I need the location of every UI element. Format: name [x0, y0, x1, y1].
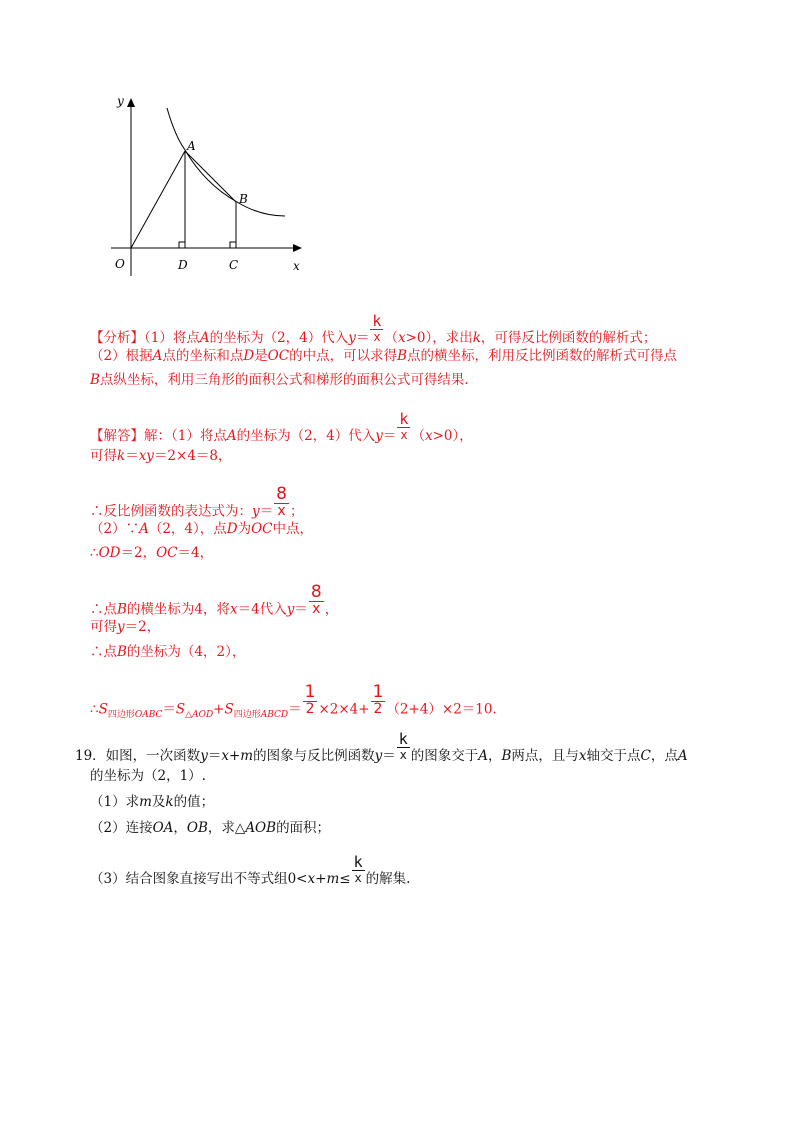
fraction-one-half — [371, 683, 386, 717]
analysis-line-2 — [90, 347, 677, 365]
denominator: x — [399, 748, 407, 762]
text: 轴交于点 — [586, 748, 641, 764]
solution-line-7 — [90, 618, 160, 636]
text: ， — [488, 748, 502, 764]
text: 及 — [151, 794, 166, 810]
var: x — [424, 428, 433, 444]
denominator: x — [400, 428, 408, 442]
label-d: D — [178, 258, 188, 272]
text: （2）根据 — [90, 348, 153, 364]
solution-line-2 — [90, 447, 232, 465]
var: S — [98, 701, 108, 718]
numerator: 8 — [310, 582, 322, 602]
var: x — [578, 748, 587, 764]
text: ，可得反比例函数的解析式； — [480, 330, 657, 346]
var: A — [139, 521, 149, 537]
fraction-k-over-x — [397, 731, 410, 762]
numerator: 8 — [276, 484, 287, 504]
text: ＝ — [294, 601, 308, 618]
var: y — [117, 619, 125, 635]
text: 的坐标为（4，2）， — [126, 644, 246, 660]
denominator: x — [373, 330, 381, 344]
numerator: k — [353, 853, 363, 871]
var: A — [478, 748, 488, 764]
solution-line-5 — [90, 544, 213, 562]
text: （2）连接 — [90, 820, 153, 836]
subscript: 四边形 — [107, 710, 135, 721]
var: B — [397, 348, 407, 364]
text: ， — [173, 820, 187, 836]
text: 中点， — [272, 521, 314, 537]
fraction-8-over-x — [309, 583, 324, 617]
var: A — [226, 428, 237, 444]
text: ×2×4+ — [318, 701, 370, 718]
segment-oa — [131, 151, 185, 248]
text: ≤ — [339, 871, 351, 887]
graph-svg — [105, 88, 315, 283]
var: m — [139, 794, 152, 810]
text: 为 — [237, 521, 252, 537]
problem-question-2 — [90, 819, 330, 837]
var: OB — [186, 820, 208, 836]
text: （2+4）×2＝10. — [386, 701, 497, 718]
text: 两点，且与 — [511, 748, 579, 764]
var: x — [230, 601, 238, 618]
text: （1）求 — [90, 794, 140, 810]
text: ∴点 — [90, 601, 117, 618]
var: m — [326, 871, 340, 887]
solution-line-8 — [90, 643, 245, 661]
text: ＝2×4＝8， — [153, 448, 232, 464]
text: ，点 — [650, 748, 678, 764]
text: ＝ — [382, 428, 397, 444]
text: 的横坐标为4，将 — [126, 601, 231, 618]
label-a: A — [187, 139, 196, 153]
text: + — [213, 701, 225, 718]
solution-tag: 【解答】 — [90, 428, 144, 444]
var: y — [252, 503, 260, 520]
var-x: x — [397, 330, 406, 346]
x-axis-arrow — [293, 244, 302, 252]
var: B — [501, 748, 512, 764]
text: + — [228, 748, 241, 764]
text: 解：（1）将点 — [144, 428, 227, 444]
var: x — [221, 748, 229, 764]
text: （ — [384, 330, 398, 346]
analysis-tag: 【分析】 — [90, 330, 144, 346]
function-graph-figure — [105, 88, 315, 283]
var: OC — [251, 521, 273, 537]
var: B — [90, 372, 100, 388]
text: 的坐标为（2，4）代入 — [209, 330, 349, 346]
var: k — [117, 448, 126, 464]
text: （2，4），点 — [148, 521, 227, 537]
text: 点的坐标和点 — [162, 348, 244, 364]
var: y — [200, 748, 208, 764]
text: ＝ — [355, 330, 370, 346]
var: OC — [156, 545, 178, 561]
solution-line-9 — [90, 682, 497, 727]
text: 的中点，可以求得 — [289, 348, 398, 364]
label-y: y — [117, 94, 124, 108]
text: 的面积； — [276, 820, 331, 836]
text: ＝ — [382, 748, 396, 764]
text: ＝ — [162, 701, 176, 718]
text: 可得 — [90, 448, 117, 464]
fraction-k-over-x — [352, 854, 365, 885]
var: k — [165, 794, 174, 810]
text: 的图象交于 — [410, 748, 479, 764]
var: C — [640, 748, 651, 764]
right-angle-c — [230, 242, 236, 248]
text: ＝ — [125, 448, 139, 464]
text: ＝ — [288, 701, 302, 718]
var: D — [226, 521, 238, 537]
text: ＝2， — [124, 619, 161, 635]
subscript: ABCD — [260, 710, 289, 721]
text: ＝4， — [177, 545, 214, 561]
subscript: AOD — [192, 710, 214, 721]
var: OA — [152, 820, 174, 836]
var: y — [375, 428, 383, 444]
var: x — [307, 871, 316, 887]
subscript: OABC — [134, 710, 163, 721]
fraction-k-over-x — [397, 411, 410, 442]
right-angle-d — [179, 242, 185, 248]
numerator: 1 — [372, 682, 384, 702]
var: S — [175, 701, 186, 718]
text: （3）结合图象直接写出不等式组0< — [90, 871, 308, 887]
fraction-k-over-x — [370, 313, 383, 344]
text: ＝4代入 — [237, 601, 287, 618]
problem-question-1 — [90, 793, 214, 811]
label-c: C — [229, 258, 239, 272]
denominator: x — [354, 871, 362, 885]
var: y — [374, 748, 383, 764]
var: OD — [98, 545, 121, 561]
var: y — [286, 601, 295, 618]
segment-ab — [185, 151, 236, 202]
text: 的图象与反比例函数 — [253, 748, 375, 764]
text: ； — [289, 503, 304, 520]
text: >0）， — [432, 428, 473, 444]
fraction-8-over-x — [274, 485, 289, 519]
var-y: y — [348, 330, 356, 346]
text: ∴ — [90, 545, 99, 561]
var: AOB — [245, 820, 277, 836]
text: ，求△ — [207, 820, 246, 836]
var: m — [240, 748, 254, 764]
var: S — [224, 701, 234, 718]
fraction-one-half — [303, 683, 318, 717]
text: （1）将点 — [144, 330, 200, 346]
var: B — [117, 601, 127, 618]
subscript: △ — [185, 710, 193, 721]
var-a: A — [199, 330, 210, 346]
denominator: 2 — [305, 701, 315, 717]
text: 的坐标为（2，1）. — [90, 768, 206, 784]
var: xy — [138, 448, 154, 464]
problem-line-2 — [90, 767, 206, 785]
text: 的坐标为（2，4）代入 — [236, 428, 376, 444]
text: >0），求出 — [405, 330, 473, 346]
solution-line-4 — [90, 520, 313, 538]
var: OC — [267, 348, 290, 364]
text: 点的横坐标，利用反比例函数的解析式可得点 — [407, 348, 677, 364]
var: D — [243, 348, 255, 364]
numerator: k — [399, 410, 409, 428]
subscript: 四边形 — [233, 710, 261, 721]
denominator: 2 — [373, 701, 383, 717]
text: 点纵坐标，利用三角形的面积公式和梯形的面积公式可得结果. — [99, 372, 469, 388]
text: 的值； — [173, 794, 215, 810]
text: ∴ — [90, 701, 99, 718]
denominator: x — [312, 601, 321, 617]
text: ∴点 — [90, 644, 117, 660]
var: A — [677, 748, 688, 764]
text: ＝2， — [120, 545, 157, 561]
var: B — [117, 644, 127, 660]
text: ＝ — [207, 748, 222, 764]
label-o: O — [115, 257, 125, 271]
text: 的解集. — [365, 871, 411, 887]
analysis-line-3 — [90, 371, 469, 389]
label-b: B — [239, 192, 248, 206]
var-k: k — [472, 330, 481, 346]
numerator: 1 — [304, 682, 316, 702]
text: ， — [324, 601, 339, 618]
y-axis-arrow — [127, 98, 135, 107]
label-x: x — [293, 259, 300, 273]
var: A — [152, 348, 163, 364]
problem-question-3 — [90, 853, 411, 895]
text: （2）∵ — [90, 521, 140, 537]
numerator: k — [398, 730, 408, 748]
text: （ — [411, 428, 425, 444]
text: ＝ — [259, 503, 274, 520]
numerator: k — [372, 312, 382, 330]
text: + — [315, 871, 327, 887]
text: ∴反比例函数的表达式为： — [90, 503, 252, 520]
text: 19．如图，一次函数 — [75, 748, 201, 764]
denominator: x — [277, 503, 286, 519]
text: 可得 — [90, 619, 117, 635]
text: 是 — [254, 348, 268, 364]
